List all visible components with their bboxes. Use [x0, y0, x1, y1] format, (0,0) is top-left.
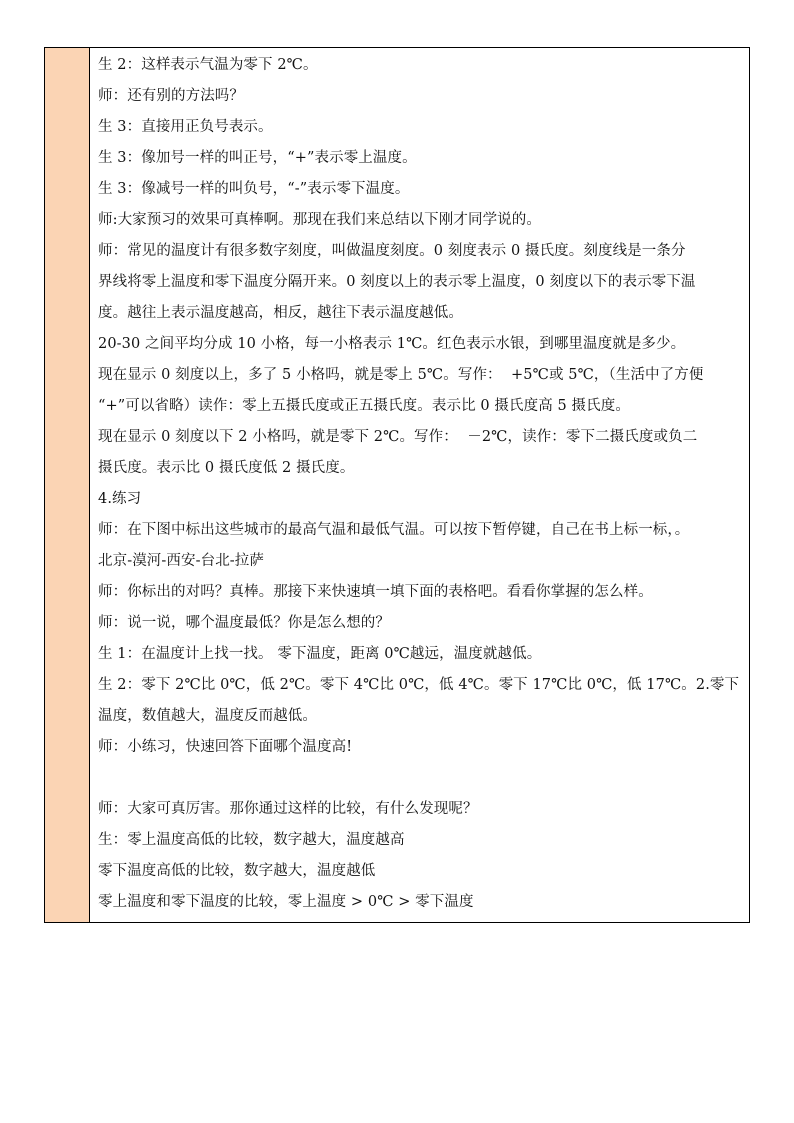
text-line: 北京-漠河-西安-台北-拉萨 — [98, 553, 264, 569]
text-line: 师:大家预习的效果可真棒啊。那现在我们来总结以下刚才同学说的。 — [98, 212, 541, 228]
text-line: 师：小练习，快速回答下面哪个温度高! — [98, 739, 353, 755]
text-line: 生 3：直接用正负号表示。 — [98, 119, 273, 135]
text-line: 师：大家可真厉害。那你通过这样的比较，有什么发现呢？ — [98, 801, 478, 817]
shaded-label-column — [45, 48, 90, 922]
text-line: 师：还有别的方法吗？ — [98, 88, 244, 104]
text-line: 生 1：在温度计上找一找。 零下温度，距离 0℃越远，温度就越低。 — [98, 646, 542, 662]
text-line: 零上温度和零下温度的比较，零上温度 > 0℃ > 零下温度 — [98, 894, 474, 910]
blank-line — [98, 763, 741, 794]
text-line: 生：零上温度高低的比较，数字越大，温度越高 — [98, 832, 405, 848]
section-heading: 4.练习 — [98, 491, 142, 507]
text-line: 界线将零上温度和零下温度分隔开来。0 刻度以上的表示零上温度，0 刻度以下的表示零下温 — [98, 274, 696, 290]
text-line: 摄氏度。表示比 0 摄氏度低 2 摄氏度。 — [98, 460, 355, 476]
text-line: 师：你标出的对吗？真棒。那接下来快速填一填下面的表格吧。看看你掌握的怎么样。 — [98, 584, 653, 600]
lesson-table — [44, 47, 750, 923]
text-line: 生 3：像加号一样的叫正号，“+”表示零上温度。 — [98, 150, 417, 166]
text-line: 师：常见的温度计有很多数字刻度，叫做温度刻度。0 刻度表示 0 摄氏度。刻度线是一条分 — [98, 243, 686, 259]
text-line: 现在显示 0 刻度以上，多了 5 小格吗，就是零上 5℃。写作： +5℃或 5℃，（生活中了方便 — [98, 367, 704, 383]
text-line: 师：在下图中标出这些城市的最高气温和最低气温。可以按下暂停键，自己在书上标一标，。 — [98, 522, 690, 538]
text-line: 20-30 之间平均分成 10 小格，每一小格表示 1℃。红色表示水银，到哪里温度就是多少。 — [98, 336, 686, 352]
text-line: 零下温度高低的比较，数字越大，温度越低 — [98, 863, 376, 879]
text-line: 师：说一说，哪个温度最低？你是怎么想的？ — [98, 615, 390, 631]
text-line: “+”可以省略）读作：零上五摄氏度或正五摄氏度。表示比 0 摄氏度高 5 摄氏度。 — [98, 398, 630, 414]
text-line: 度。越往上表示温度越高，相反，越往下表示温度越低。 — [98, 305, 463, 321]
text-line: 生 2：零下 2℃比 0℃，低 2℃。零下 4℃比 0℃，低 4℃。零下 17℃比 0℃，低 17℃。2.零下 — [98, 677, 740, 693]
text-line: 温度，数值越大，温度反而越低。 — [98, 708, 317, 724]
text-line: 现在显示 0 刻度以下 2 小格吗，就是零下 2℃。写作： －2℃，读作：零下二摄氏度或负二 — [98, 429, 698, 445]
lesson-content-cell — [90, 48, 749, 922]
text-line: 生 3：像减号一样的叫负号，“-”表示零下温度。 — [98, 181, 410, 197]
text-line: 生 2：这样表示气温为零下 2℃。 — [98, 57, 318, 73]
